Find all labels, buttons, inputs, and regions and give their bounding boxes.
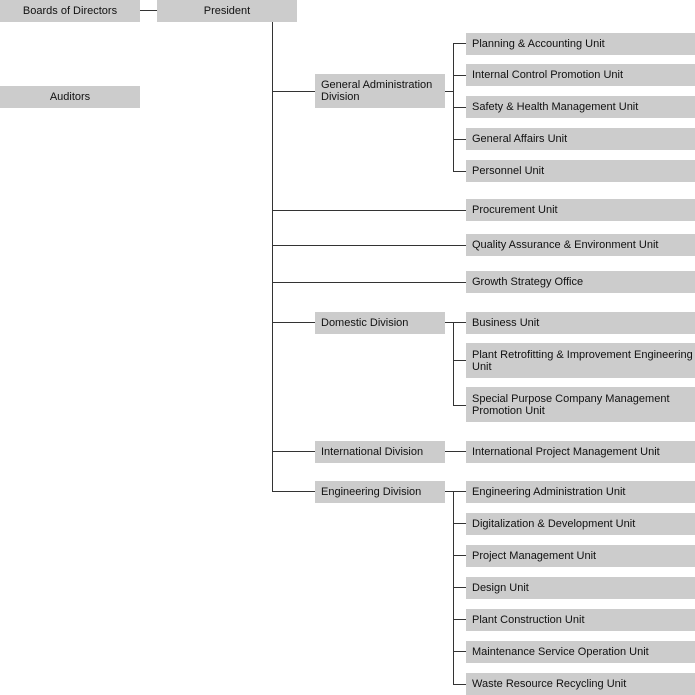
planning-accounting-unit-box: Planning & Accounting Unit	[466, 33, 695, 55]
procurement-unit-box: Procurement Unit	[466, 199, 695, 221]
trunk-to-quality	[272, 245, 466, 246]
quality-assurance-unit-box: Quality Assurance & Environment Unit	[466, 234, 695, 256]
waste-recycling-unit-box: Waste Resource Recycling Unit	[466, 673, 695, 695]
spc-management-unit-box: Special Purpose Company Management Promotion Unit	[466, 387, 695, 422]
spine-to-design	[453, 587, 466, 588]
spine-to-personnel	[453, 171, 466, 172]
design-unit-box: Design Unit	[466, 577, 695, 599]
domestic-spine	[453, 322, 454, 405]
international-to-unit	[445, 451, 466, 452]
spine-to-spc	[453, 405, 466, 406]
auditors-box: Auditors	[0, 86, 140, 108]
digitalization-unit-box: Digitalization & Development Unit	[466, 513, 695, 535]
engineering-division-box: Engineering Division	[315, 481, 445, 503]
international-project-unit-box: International Project Management Unit	[466, 441, 695, 463]
spine-to-internal-control	[453, 75, 466, 76]
internal-control-unit-box: Internal Control Promotion Unit	[466, 64, 695, 86]
president-trunk	[272, 22, 273, 492]
business-unit-box: Business Unit	[466, 312, 695, 334]
trunk-to-growth	[272, 282, 466, 283]
trunk-to-engineering	[272, 491, 315, 492]
general-administration-division-box: General Administration Division	[315, 74, 445, 108]
spine-to-plant-construction	[453, 619, 466, 620]
international-division-box: International Division	[315, 441, 445, 463]
maintenance-service-unit-box: Maintenance Service Operation Unit	[466, 641, 695, 663]
general-admin-to-spine	[445, 91, 453, 92]
spine-to-general-affairs	[453, 139, 466, 140]
spine-to-maintenance	[453, 651, 466, 652]
spine-to-safety	[453, 107, 466, 108]
domestic-to-spine	[445, 322, 466, 323]
trunk-to-domestic	[272, 322, 315, 323]
domestic-division-box: Domestic Division	[315, 312, 445, 334]
safety-health-unit-box: Safety & Health Management Unit	[466, 96, 695, 118]
trunk-to-general-admin	[272, 91, 315, 92]
growth-strategy-office-box: Growth Strategy Office	[466, 271, 695, 293]
spine-to-planning	[453, 43, 466, 44]
plant-construction-unit-box: Plant Construction Unit	[466, 609, 695, 631]
boards-of-directors-box: Boards of Directors	[0, 0, 140, 22]
spine-to-waste	[453, 684, 466, 685]
board-president-connector	[140, 10, 157, 11]
general-affairs-unit-box: General Affairs Unit	[466, 128, 695, 150]
spine-to-project-mgmt	[453, 555, 466, 556]
project-management-unit-box: Project Management Unit	[466, 545, 695, 567]
spine-to-plant-retrofit	[453, 360, 466, 361]
personnel-unit-box: Personnel Unit	[466, 160, 695, 182]
plant-retrofitting-unit-box: Plant Retrofitting & Improvement Engineering Unit	[466, 343, 695, 378]
trunk-to-international	[272, 451, 315, 452]
trunk-to-procurement	[272, 210, 466, 211]
president-box: President	[157, 0, 297, 22]
spine-to-digital	[453, 523, 466, 524]
engineering-to-spine	[445, 491, 466, 492]
engineering-administration-unit-box: Engineering Administration Unit	[466, 481, 695, 503]
